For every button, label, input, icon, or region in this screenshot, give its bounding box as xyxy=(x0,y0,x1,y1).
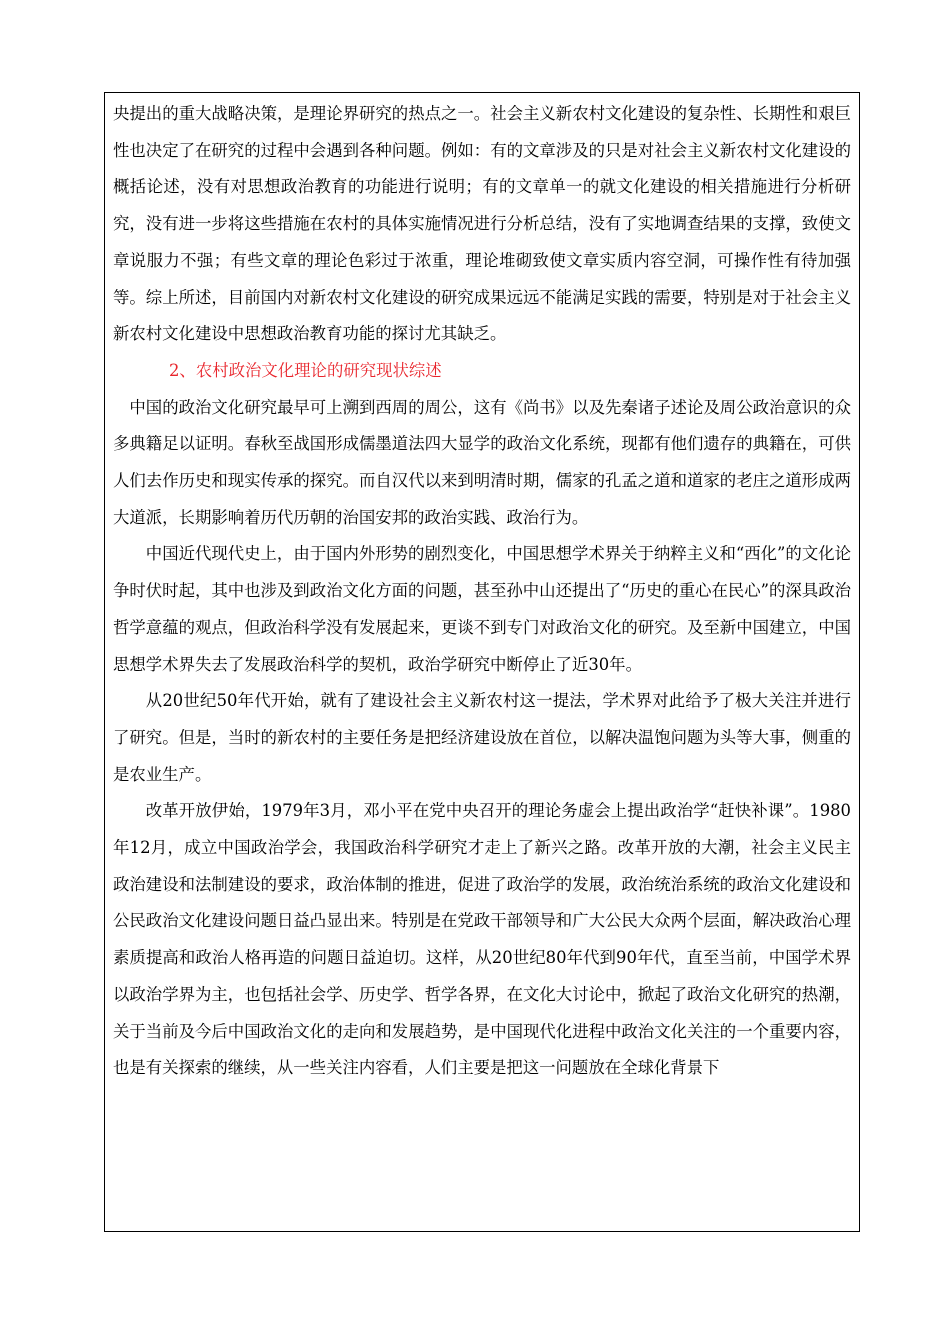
section-heading: 2、农村政治文化理论的研究现状综述 xyxy=(169,360,442,380)
paragraph-4: 从20世纪50年代开始，就有了建设社会主义新农村这一提法，学术界对此给予了极大关注并进行了研究。但是，当时的新农村的主要任务是把经济建设放在首位，以解决温饱问题为头等大事，侧重的是农业生产。 xyxy=(113,691,851,784)
paragraph-3: 中国近代现代史上，由于国内外形势的剧烈变化，中国思想学术界关于纳粹主义和“西化”的文化论争时伏时起，其中也涉及到政治文化方面的问题，甚至孙中山还提出了“历史的重心在民心”的深具政治哲学意蕴的观点，但政治科学没有发展起来，更谈不到专门对政治文化的研究。及至新中国建立，中国思想学术界失去了发展政治科学的契机，政治学研究中断停止了近30年。 xyxy=(113,544,851,674)
paragraph-5: 改革开放伊始，1979年3月，邓小平在党中央召开的理论务虚会上提出政治学“赶快补课”。1980年12月，成立中国政治学会，我国政治科学研究才走上了新兴之路。改革开放的大潮，社会主义民主政治建设和法制建设的要求，政治体制的推进，促进了政治学的发展，政治统治系统的政治文化建设和公民政治文化建设问题日益凸显出来。特别是在党政干部领导和广大公民大众两个层面，解决政治心理素质提高和政治人格再造的问题日益迫切。这样，从20世纪80年代到90年代，直至当前，中国学术界以政治学界为主，也包括社会学、历史学、哲学各界，在文化大讨论中，掀起了政治文化研究的热潮，关于当前及今后中国政治文化的走向和发展趋势，是中国现代化进程中政治文化关注的一个重要内容，也是有关探索的继续，从一些关注内容看，人们主要是把这一问题放在全球化背景下 xyxy=(113,801,851,1078)
paragraph-1: 央提出的重大战略决策，是理论界研究的热点之一。社会主义新农村文化建设的复杂性、长期性和艰巨性也决定了在研究的过程中会遇到各种问题。例如：有的文章涉及的只是对社会主义新农村文化建设的概括论述，没有对思想政治教育的功能进行说明；有的文章单一的就文化建设的相关措施进行分析研究，没有进一步将这些措施在农村的具体实施情况进行分析总结，没有了实地调查结果的支撑，致使文章说服力不强；有些文章的理论色彩过于浓重，理论堆砌致使文章实质内容空洞，可操作性有待加强等。综上所述，目前国内对新农村文化建设的研究成果远远不能满足实践的需要，特别是对于社会主义新农村文化建设中思想政治教育功能的探讨尤其缺乏。 xyxy=(113,104,851,344)
paragraph-2: 中国的政治文化研究最早可上溯到西周的周公，这有《尚书》以及先秦诸子述论及周公政治意识的众多典籍足以证明。春秋至战国形成儒墨道法四大显学的政治文化系统，现都有他们遗存的典籍在，可供人们去作历史和现实传承的探究。而自汉代以来到明清时期，儒家的孔孟之道和道家的老庄之道形成两大道派，长期影响着历代历朝的治国安邦的政治实践、政治行为。 xyxy=(113,397,851,527)
document-frame xyxy=(104,92,860,1232)
